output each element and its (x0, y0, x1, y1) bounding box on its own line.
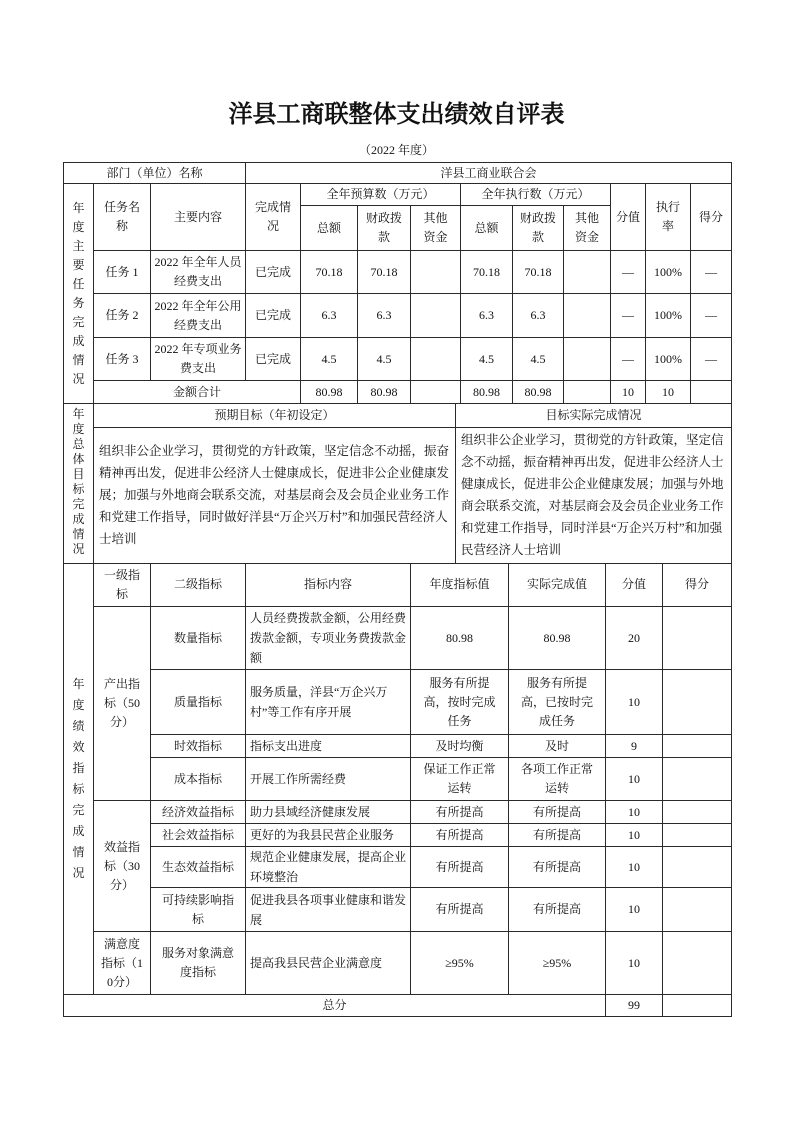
evaluation-sheet (63, 162, 731, 1017)
sum-exec-total: 80.98 (461, 381, 513, 404)
task-budget-total: 6.3 (301, 294, 358, 338)
level2-label: 社会效益指标 (151, 824, 246, 847)
indicator-actual: 服务有所提高，已按时完成任务 (509, 670, 606, 735)
overall-goals-table (63, 404, 732, 564)
indicator-row (64, 607, 732, 670)
goals-expected-header: 预期目标（年初设定） (94, 404, 456, 427)
performance-indicators-table (63, 564, 732, 1018)
task-status: 已完成 (246, 338, 301, 381)
indicator-score-value: 10 (606, 932, 663, 995)
level2-label: 生态效益指标 (151, 847, 246, 888)
task-name: 任务 1 (94, 251, 151, 294)
header-exec-rate: 执行率 (646, 184, 691, 251)
indicator-score (663, 670, 732, 735)
indicator-row (64, 932, 732, 995)
indicator-target: 服务有所提高，按时完成任务 (411, 670, 509, 735)
task-budget-total: 4.5 (301, 338, 358, 381)
header-exec-fiscal: 财政拨款 (513, 206, 564, 251)
indicator-content: 人员经费拨款金额，公用经费拨款金额，专项业务费拨款金额 (246, 607, 411, 670)
indicator-row (64, 758, 732, 801)
task-exec-fiscal: 70.18 (513, 251, 564, 294)
task-budget-fiscal: 6.3 (358, 294, 411, 338)
task-exec-other (564, 294, 611, 338)
header-score: 得分 (691, 184, 732, 251)
indicator-row (64, 824, 732, 847)
indicator-score-value: 20 (606, 607, 663, 670)
task-row (64, 251, 732, 294)
indicator-score-value: 9 (606, 735, 663, 758)
level2-label: 可持续影响指标 (151, 888, 246, 932)
goals-side-label-text: 年度总体目标完成情况 (72, 407, 85, 557)
sum-label: 金额合计 (94, 381, 301, 404)
indicators-side-label-text: 年度绩效指标完成情况 (72, 676, 85, 880)
sum-exec-rate: 10 (646, 381, 691, 404)
sum-budget-total: 80.98 (301, 381, 358, 404)
task-score-value: — (611, 294, 646, 338)
task-exec-rate: 100% (646, 338, 691, 381)
header-exec-other: 其他资金 (564, 206, 611, 251)
header-indicator-score-value: 分值 (606, 564, 663, 607)
indicators-header-row (64, 564, 732, 607)
task-name: 任务 2 (94, 294, 151, 338)
indicator-target: 及时均衡 (411, 735, 509, 758)
goals-header-row (64, 404, 732, 427)
level2-label: 质量指标 (151, 670, 246, 735)
indicator-target: ≥95% (411, 932, 509, 995)
goals-expected-text: 组织非公企业学习，贯彻党的方针政策，坚定信念不动摇，振奋精神再出发，促进非公经济人士健康成长，促进非公企业健康发展；加强与外地商会联系交流，对基层商会及会员企业业务工作和党建工作指导，同时做好洋县“万企兴万村”和加强民营经济人士培训 (94, 427, 456, 563)
dept-row (64, 163, 732, 184)
level1-label: 效益指标（30分） (94, 801, 151, 932)
header-budget-total: 总额 (301, 206, 358, 251)
indicator-content: 规范企业健康发展，提高企业环境整治 (246, 847, 411, 888)
total-score-value: 99 (606, 995, 663, 1017)
page-subtitle: （2022 年度） (358, 143, 434, 157)
indicator-content: 开展工作所需经费 (246, 758, 411, 801)
goals-actual-text: 组织非公企业学习，贯彻党的方针政策，坚定信念不动摇，振奋精神再出发，促进非公经济人士健康成长，促进非公企业健康发展；加强与外地商会联系交流，对基层商会及会员企业业务工作和党建工作指导，同时洋县“万企兴万村”和加强民营经济人士培训 (456, 427, 732, 563)
sum-budget-fiscal: 80.98 (358, 381, 411, 404)
task-exec-other (564, 251, 611, 294)
indicators-side-label (64, 564, 94, 995)
task-exec-rate: 100% (646, 251, 691, 294)
indicator-score (663, 888, 732, 932)
level2-label: 数量指标 (151, 607, 246, 670)
sum-budget-other (411, 381, 461, 404)
task-content: 2022 年专项业务费支出 (151, 338, 246, 381)
indicator-target: 有所提高 (411, 847, 509, 888)
level2-label: 服务对象满意度指标 (151, 932, 246, 995)
header-exec-total: 总额 (461, 206, 513, 251)
dept-label: 部门（单位）名称 (64, 163, 246, 184)
indicator-row (64, 801, 732, 824)
task-content: 2022 年全年公用经费支出 (151, 294, 246, 338)
task-row (64, 338, 732, 381)
header-executed: 全年执行数（万元） (461, 184, 611, 206)
task-budget-other (411, 294, 461, 338)
indicator-score (663, 824, 732, 847)
total-label: 总分 (64, 995, 606, 1017)
header-annual-target: 年度指标值 (411, 564, 509, 607)
indicator-content: 服务质量，洋县“万企兴万村”等工作有序开展 (246, 670, 411, 735)
level2-label: 成本指标 (151, 758, 246, 801)
task-budget-fiscal: 4.5 (358, 338, 411, 381)
indicator-score-value: 10 (606, 801, 663, 824)
indicator-row (64, 847, 732, 888)
indicator-row (64, 888, 732, 932)
task-score: — (691, 251, 732, 294)
header-task-name: 任务名称 (94, 184, 151, 251)
indicator-actual: 有所提高 (509, 847, 606, 888)
indicator-score-value: 10 (606, 888, 663, 932)
task-score-value: — (611, 251, 646, 294)
header-level1: 一级指标 (94, 564, 151, 607)
header-indicator-content: 指标内容 (246, 564, 411, 607)
sum-exec-fiscal: 80.98 (513, 381, 564, 404)
level2-label: 时效指标 (151, 735, 246, 758)
goals-content-row (64, 427, 732, 563)
total-score (663, 995, 732, 1017)
indicator-content: 促进我县各项事业健康和谐发展 (246, 888, 411, 932)
task-completion-table (63, 162, 732, 404)
indicator-score (663, 758, 732, 801)
indicator-score-value: 10 (606, 824, 663, 847)
sum-score-value: 10 (611, 381, 646, 404)
sum-row (64, 381, 732, 404)
indicator-score (663, 932, 732, 995)
indicator-target: 有所提高 (411, 824, 509, 847)
header-content: 主要内容 (151, 184, 246, 251)
indicator-score (663, 607, 732, 670)
header-budget-fiscal: 财政拨款 (358, 206, 411, 251)
header-budget-other: 其他资金 (411, 206, 461, 251)
indicator-score (663, 847, 732, 888)
dept-value: 洋县工商业联合会 (246, 163, 732, 184)
task-header-row (64, 184, 732, 206)
task-exec-total: 6.3 (461, 294, 513, 338)
indicator-actual: 有所提高 (509, 888, 606, 932)
task-row (64, 294, 732, 338)
task-exec-rate: 100% (646, 294, 691, 338)
indicator-actual: 各项工作正常运转 (509, 758, 606, 801)
header-score-value: 分值 (611, 184, 646, 251)
page-title: 洋县工商联整体支出绩效自评表 (228, 102, 565, 128)
header-actual-value: 实际完成值 (509, 564, 606, 607)
indicator-score-value: 10 (606, 758, 663, 801)
indicator-row (64, 735, 732, 758)
task-score: — (691, 338, 732, 381)
task-score: — (691, 294, 732, 338)
indicator-actual: 及时 (509, 735, 606, 758)
indicator-content: 助力县域经济健康发展 (246, 801, 411, 824)
task-exec-fiscal: 4.5 (513, 338, 564, 381)
task-status: 已完成 (246, 294, 301, 338)
indicator-target: 有所提高 (411, 888, 509, 932)
task-exec-total: 70.18 (461, 251, 513, 294)
indicator-score (663, 801, 732, 824)
sum-score (691, 381, 732, 404)
task-budget-other (411, 251, 461, 294)
indicator-target: 保证工作正常运转 (411, 758, 509, 801)
task-status: 已完成 (246, 251, 301, 294)
indicator-actual: ≥95% (509, 932, 606, 995)
task-budget-other (411, 338, 461, 381)
indicator-score-value: 10 (606, 847, 663, 888)
level1-label: 满意度指标（10分） (94, 932, 151, 995)
task-content: 2022 年全年人员经费支出 (151, 251, 246, 294)
level2-label: 经济效益指标 (151, 801, 246, 824)
total-row (64, 995, 732, 1017)
tasks-side-label-text: 年度主要任务完成情况 (72, 200, 85, 386)
indicator-target: 80.98 (411, 607, 509, 670)
header-budget: 全年预算数（万元） (301, 184, 461, 206)
task-budget-total: 70.18 (301, 251, 358, 294)
indicator-actual: 80.98 (509, 607, 606, 670)
task-budget-fiscal: 70.18 (358, 251, 411, 294)
indicator-content: 更好的为我县民营企业服务 (246, 824, 411, 847)
indicator-score-value: 10 (606, 670, 663, 735)
indicator-actual: 有所提高 (509, 801, 606, 824)
task-exec-other (564, 338, 611, 381)
header-indicator-score: 得分 (663, 564, 732, 607)
task-exec-fiscal: 6.3 (513, 294, 564, 338)
goals-side-label (64, 404, 94, 563)
indicator-content: 指标支出进度 (246, 735, 411, 758)
goals-actual-header: 目标实际完成情况 (456, 404, 732, 427)
sum-exec-other (564, 381, 611, 404)
header-status: 完成情况 (246, 184, 301, 251)
task-score-value: — (611, 338, 646, 381)
tasks-side-label (64, 184, 94, 404)
indicator-target: 有所提高 (411, 801, 509, 824)
header-level2: 二级指标 (151, 564, 246, 607)
indicator-content: 提高我县民营企业满意度 (246, 932, 411, 995)
indicator-score (663, 735, 732, 758)
level1-label: 产出指标（50分） (94, 607, 151, 801)
task-exec-total: 4.5 (461, 338, 513, 381)
indicator-row (64, 670, 732, 735)
task-name: 任务 3 (94, 338, 151, 381)
indicator-actual: 有所提高 (509, 824, 606, 847)
